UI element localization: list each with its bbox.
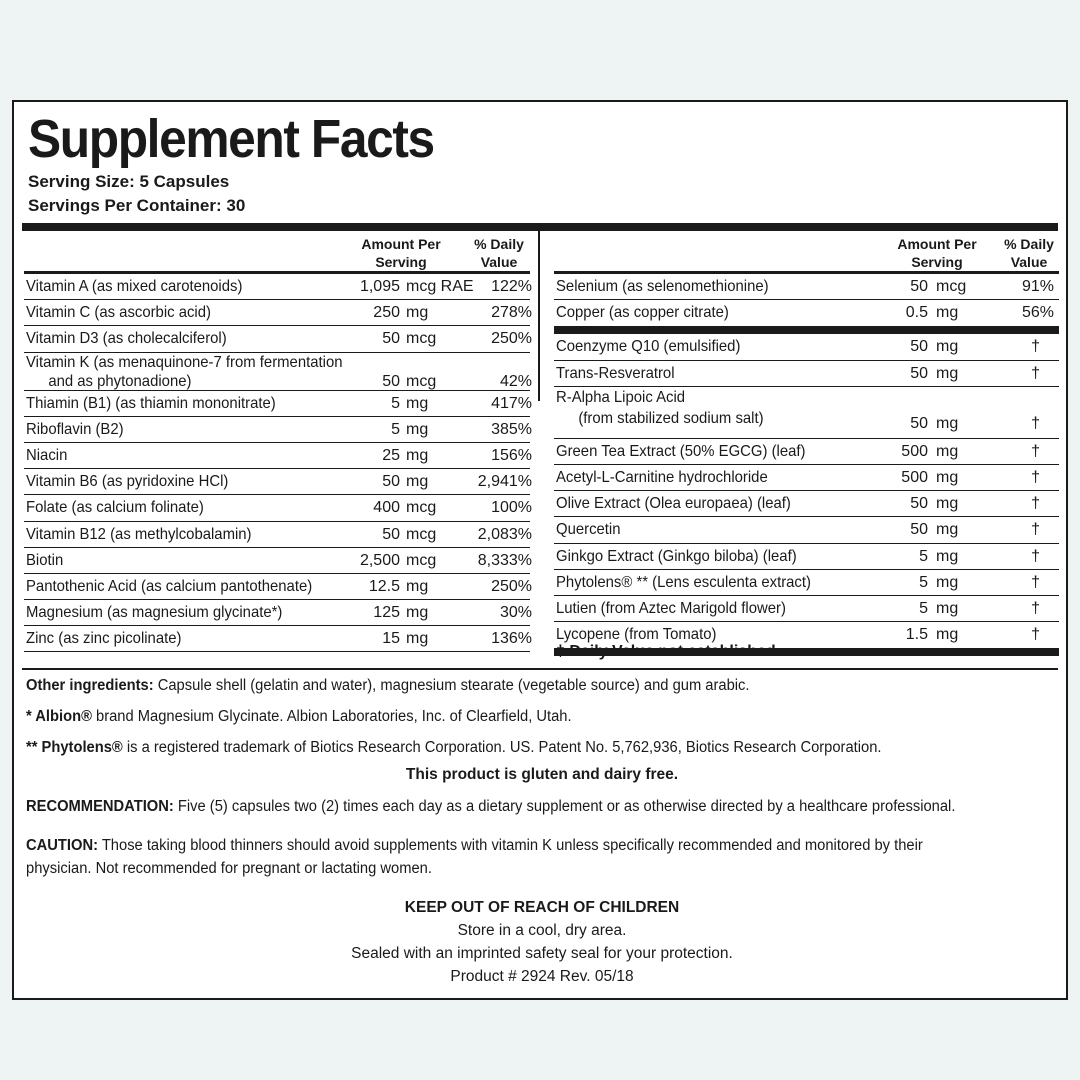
amount: 250 (373, 304, 400, 322)
daily-value: † (1031, 468, 1040, 486)
amount: 5 (919, 547, 928, 565)
amount: 50 (382, 372, 400, 390)
amount: 400 (373, 499, 400, 517)
ingredient-name: Acetyl-L-Carnitine hydrochloride (556, 468, 768, 486)
left-nutrient-column (24, 231, 530, 652)
amount: 1.5 (905, 626, 928, 644)
amount: 125 (373, 604, 400, 622)
unit: mg (406, 473, 429, 491)
daily-value: 250% (491, 577, 532, 595)
table-row (554, 544, 1059, 570)
unit: mcg RAE (406, 278, 474, 295)
unit: mcg (406, 330, 437, 348)
unit: mg (936, 521, 959, 539)
ingredient-name: Riboflavin (B2) (26, 420, 124, 438)
table-row (554, 439, 1059, 465)
amount: 2,500 (359, 551, 400, 569)
daily-value: 2,941% (477, 473, 532, 491)
unit: mg (406, 446, 429, 464)
unit: mcg (406, 499, 437, 517)
unit: mg (406, 304, 429, 322)
amount: 15 (382, 630, 400, 648)
daily-value: † (1031, 364, 1040, 382)
amount: 50 (910, 364, 928, 382)
ingredient-name: Phytolens® ** (Lens esculenta extract) (556, 573, 811, 591)
daily-value: 30% (499, 604, 532, 622)
unit: mg (406, 604, 429, 622)
daily-value: 250% (491, 330, 532, 348)
ingredient-name: Vitamin D3 (as cholecalciferol) (26, 330, 227, 348)
unit: mg (406, 577, 429, 595)
ingredient-name: Lutien (from Aztec Marigold flower) (556, 599, 786, 617)
daily-value: 385% (491, 420, 532, 438)
keep-out-warning: KEEP OUT OF REACH OF CHILDREN (404, 899, 680, 916)
daily-value: 100% (491, 499, 532, 517)
right-nutrient-column (554, 231, 1059, 656)
daily-value: † (1031, 442, 1040, 460)
ingredient-name: Magnesium (as magnesium glycinate*) (26, 604, 283, 622)
unit: mg (936, 573, 959, 591)
ingredient-name: Lycopene (from Tomato) (556, 626, 717, 644)
daily-value: † (1031, 599, 1040, 617)
daily-value: 56% (1021, 304, 1054, 322)
daily-value: † (1031, 626, 1040, 644)
daily-value: 42% (499, 372, 532, 390)
amount-header: Amount Per Serving (897, 236, 977, 270)
table-row (554, 300, 1059, 326)
unit: mg (936, 599, 959, 617)
table-row (24, 300, 530, 326)
unit: mcg (406, 372, 437, 390)
ingredient-name: Green Tea Extract (50% EGCG) (leaf) (556, 442, 806, 460)
table-row (24, 391, 530, 417)
product-number: Product # 2924 Rev. 05/18 (450, 968, 634, 985)
amount: 50 (382, 330, 400, 348)
ingredient-name: Trans-Resveratrol (556, 364, 675, 382)
amount: 25 (382, 446, 400, 464)
ingredient-name: Selenium (as selenomethionine) (556, 278, 769, 295)
table-row (554, 274, 1059, 300)
ingredient-name: Coenzyme Q10 (emulsified) (556, 338, 741, 356)
table-row (554, 517, 1059, 543)
table-row (24, 600, 530, 626)
ingredient-name: Vitamin C (as ascorbic acid) (26, 304, 211, 322)
seal-text: Sealed with an imprinted safety seal for your protection. (351, 945, 733, 962)
amount: 5 (919, 573, 928, 591)
phytolens-note: ** Phytolens® is a registered trademark of Biotics Research Corporation. US. Patent No. 5,762,936, Biotics Research Corporation. (26, 739, 882, 756)
table-row (24, 548, 530, 574)
daily-value: 91% (1021, 278, 1054, 295)
amount: 5 (391, 394, 400, 412)
daily-value: † (1031, 521, 1040, 539)
column-divider (538, 231, 540, 401)
table-row (24, 353, 530, 391)
ingredient-name: Vitamin A (as mixed carotenoids) (26, 278, 243, 295)
ingredient-name: Vitamin B6 (as pyridoxine HCl) (26, 473, 229, 491)
unit: mg (406, 420, 429, 438)
amount-header: Amount Per Serving (361, 236, 441, 270)
unit: mg (936, 626, 959, 644)
amount: 5 (919, 599, 928, 617)
daily-value: 417% (491, 394, 532, 412)
amount: 5 (391, 420, 400, 438)
table-row (24, 443, 530, 469)
unit: mg (936, 364, 959, 382)
daily-value-header: % Daily Value (1004, 236, 1054, 270)
ingredient-name: Niacin (26, 446, 68, 464)
amount: 500 (901, 442, 928, 460)
table-row (24, 522, 530, 548)
unit: mg (406, 630, 429, 648)
ingredient-name: Olive Extract (Olea europaea) (leaf) (556, 495, 791, 513)
table-row (24, 469, 530, 495)
unit: mg (406, 394, 429, 412)
amount: 50 (910, 521, 928, 539)
daily-value: † (1031, 338, 1040, 356)
bottom-rule (22, 668, 1058, 670)
daily-value: † (1031, 414, 1040, 432)
table-row (24, 274, 530, 300)
unit: mcg (406, 525, 437, 543)
table-row (24, 326, 530, 352)
amount: 50 (910, 338, 928, 356)
daily-value: † (1031, 495, 1040, 513)
unit: mg (936, 442, 959, 460)
daily-value: † (1031, 573, 1040, 591)
amount: 12.5 (368, 577, 400, 595)
amount: 50 (910, 414, 928, 432)
amount: 50 (382, 473, 400, 491)
amount: 0.5 (905, 304, 928, 322)
unit: mcg (936, 278, 967, 295)
daily-value: 278% (491, 304, 532, 322)
unit: mg (936, 304, 959, 322)
unit: mg (936, 547, 959, 565)
column-header (554, 231, 1059, 274)
supplement-facts-panel (12, 100, 1068, 1000)
panel-title: Supplement Facts (28, 109, 434, 169)
ingredient-name: Folate (as calcium folinate) (26, 499, 204, 517)
ingredient-name: Quercetin (556, 521, 621, 539)
ingredient-name: Copper (as copper citrate) (556, 304, 729, 322)
daily-value: 156% (491, 446, 532, 464)
ingredient-name: Vitamin B12 (as methylcobalamin) (26, 525, 252, 543)
table-row (554, 570, 1059, 596)
table-row (554, 465, 1059, 491)
daily-value: 8,333% (477, 551, 532, 569)
caution: CAUTION: Those taking blood thinners should avoid supplements with vitamin K unless specifically recommended and monitored by their physician. Not recommended for pregnant or lactating women. (26, 837, 923, 877)
top-thick-rule (22, 223, 1058, 231)
table-row (24, 495, 530, 521)
amount: 50 (382, 525, 400, 543)
table-row (554, 387, 1059, 439)
recommendation: RECOMMENDATION: Five (5) capsules two (2) times each day as a dietary supplement or as otherwise directed by a healthcare professional. (26, 798, 956, 815)
amount: 50 (910, 495, 928, 513)
section-thick-rule (554, 326, 1059, 334)
albion-note: * Albion® brand Magnesium Glycinate. Albion Laboratories, Inc. of Clearfield, Utah. (26, 708, 572, 725)
daily-value-header: % Daily Value (474, 236, 524, 270)
daily-value: 122% (491, 278, 532, 295)
daily-value: 2,083% (477, 525, 532, 543)
label-notes (26, 674, 1052, 767)
gluten-free-statement: This product is gluten and dairy free. (405, 766, 679, 783)
storage-text: Store in a cool, dry area. (457, 922, 627, 939)
table-row (554, 596, 1059, 622)
ingredient-name: Thiamin (B1) (as thiamin mononitrate) (26, 394, 276, 412)
daily-value: † (1031, 547, 1040, 565)
daily-value: 136% (491, 630, 532, 648)
table-row (24, 574, 530, 600)
ingredient-name: Vitamin K (as menaquinone-7 from fermentation and as phytonadione) (26, 353, 343, 390)
table-row (554, 361, 1059, 387)
amount: 1,095 (359, 278, 400, 295)
ingredient-name: Zinc (as zinc picolinate) (26, 630, 182, 648)
unit: mg (936, 495, 959, 513)
amount: 500 (901, 468, 928, 486)
table-row (554, 491, 1059, 517)
servings-per-container: Servings Per Container: 30 (28, 196, 246, 215)
table-row (24, 417, 530, 443)
unit: mg (936, 338, 959, 356)
ingredient-name: Ginkgo Extract (Ginkgo biloba) (leaf) (556, 547, 797, 565)
ingredient-name: R-Alpha Lipoic Acid (from stabilized sodium salt) (556, 388, 764, 427)
other-ingredients: Other ingredients: Capsule shell (gelatin and water), magnesium stearate (vegetable source) and gum arabic. (26, 677, 750, 694)
unit: mg (936, 414, 959, 432)
column-header (24, 231, 530, 274)
amount: 50 (910, 278, 928, 295)
table-row (24, 626, 530, 652)
table-row (554, 334, 1059, 360)
ingredient-name: Biotin (26, 551, 64, 569)
daily-value-note: † Daily Value not established (556, 643, 776, 660)
unit: mg (936, 468, 959, 486)
unit: mcg (406, 551, 437, 569)
serving-size: Serving Size: 5 Capsules (28, 172, 230, 191)
ingredient-name: Pantothenic Acid (as calcium pantothenate) (26, 577, 313, 595)
directions (26, 795, 1052, 888)
